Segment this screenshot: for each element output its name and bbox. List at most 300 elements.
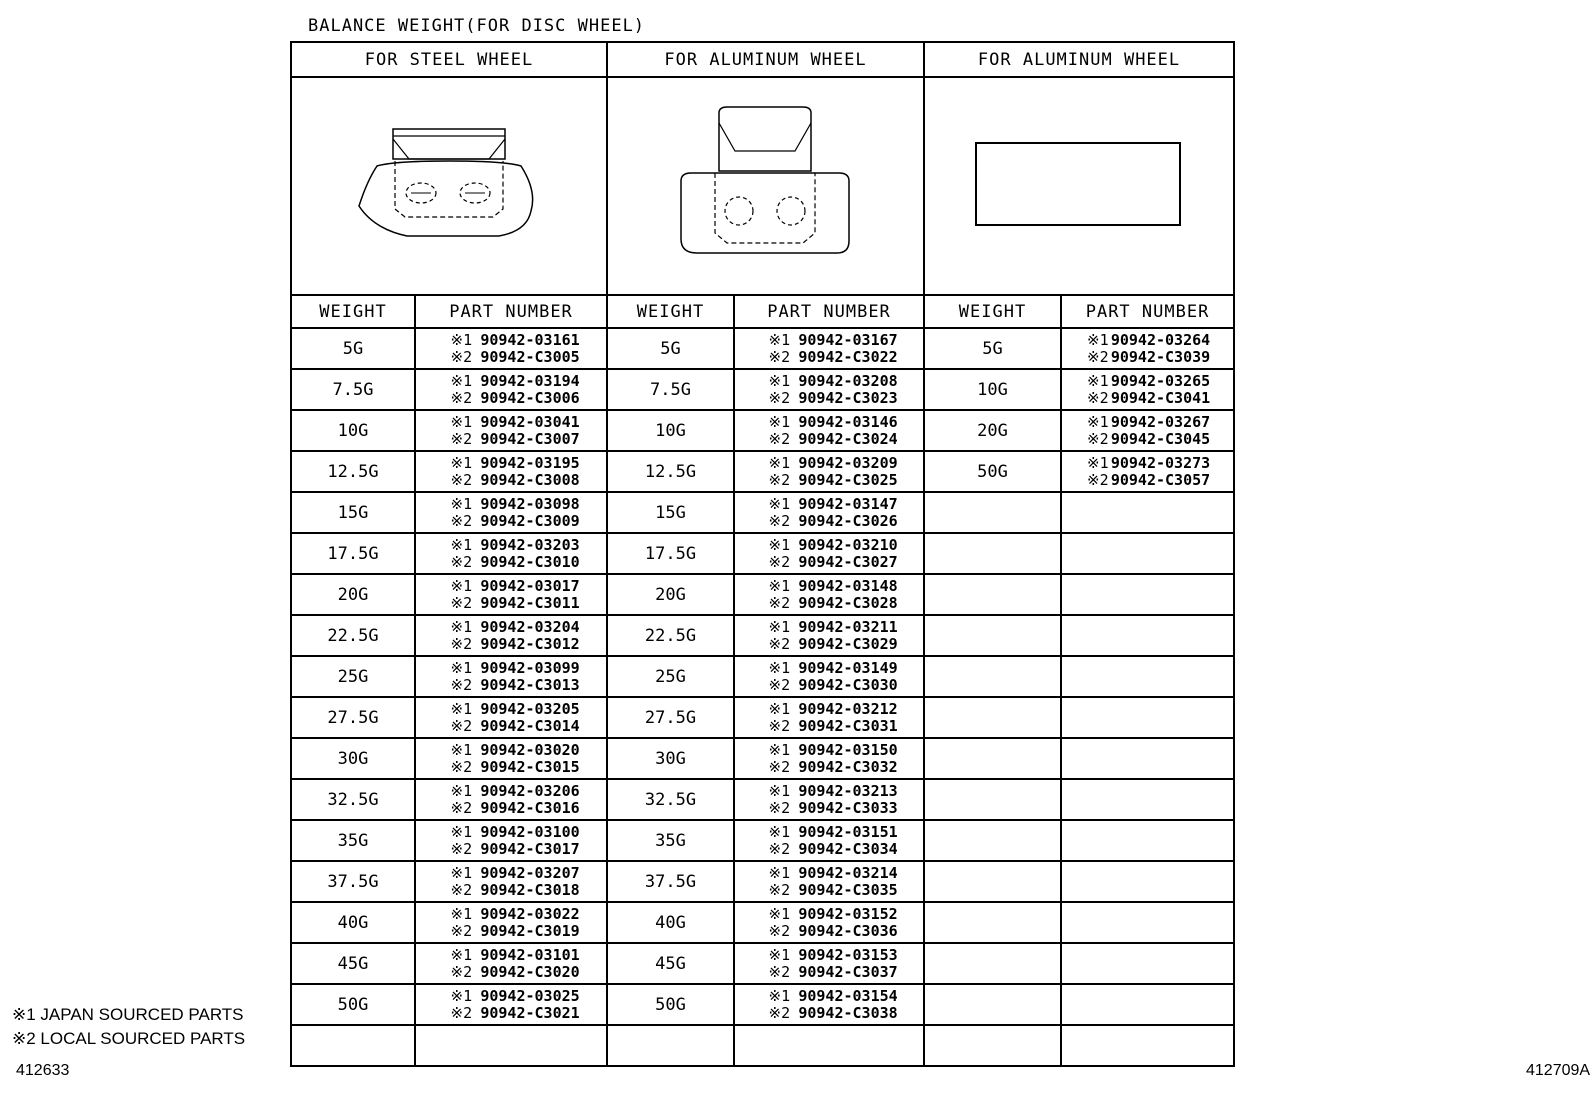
part-number-cell — [1061, 656, 1234, 697]
part-number-cell — [1061, 451, 1234, 492]
source-mark: ※1 — [450, 822, 473, 841]
part-number: 90942-03151 — [798, 822, 898, 841]
part-number-cell — [415, 984, 607, 1025]
part-line — [416, 742, 606, 759]
weight-cell — [924, 943, 1061, 984]
source-mark: ※2 — [450, 880, 473, 899]
source-mark: ※2 — [450, 921, 473, 940]
source-mark: ※1 — [450, 617, 473, 636]
weight-cell — [607, 1025, 734, 1066]
part-line — [416, 537, 606, 554]
part-number: 90942-03020 — [480, 740, 580, 759]
source-mark: ※2 — [450, 470, 473, 489]
table-row — [291, 943, 1234, 984]
source-mark: ※1 — [768, 781, 791, 800]
part-line — [735, 800, 923, 817]
part-number-cell — [415, 369, 607, 410]
part-number-cell — [1061, 861, 1234, 902]
source-mark: ※1 — [450, 412, 473, 431]
weight-cell — [924, 902, 1061, 943]
part-number-cell — [415, 328, 607, 369]
part-line — [416, 923, 606, 940]
source-mark: ※1 — [450, 658, 473, 677]
weight-cell: 25G — [607, 656, 734, 697]
part-line — [416, 718, 606, 735]
part-line — [735, 742, 923, 759]
part-line — [1062, 414, 1233, 431]
weight-cell: 50G — [607, 984, 734, 1025]
source-mark: ※1 — [768, 371, 791, 390]
group-header-aluminum-2: FOR ALUMINUM WHEEL — [924, 42, 1234, 77]
weight-cell: 22.5G — [607, 615, 734, 656]
weight-col-header: WEIGHT — [291, 295, 415, 328]
part-number: 90942-03194 — [480, 371, 580, 390]
clip-on-weight-drawing-steel — [349, 121, 549, 251]
part-line — [735, 841, 923, 858]
part-number: 90942-C3012 — [480, 634, 580, 653]
source-mark: ※1 — [450, 781, 473, 800]
part-number-cell — [734, 943, 924, 984]
source-mark: ※1 — [768, 535, 791, 554]
part-line — [735, 431, 923, 448]
table-row — [291, 492, 1234, 533]
illustration-code-left: 412633 — [16, 1062, 70, 1079]
part-number-cell — [1061, 533, 1234, 574]
source-mark: ※2 — [450, 962, 473, 981]
table-row — [291, 902, 1234, 943]
part-line — [735, 472, 923, 489]
part-number-cell — [734, 533, 924, 574]
part-line — [416, 554, 606, 571]
part-number-cell — [415, 656, 607, 697]
part-number-cell — [1061, 369, 1234, 410]
part-line — [735, 496, 923, 513]
part-number: 90942-03152 — [798, 904, 898, 923]
part-number: 90942-C3010 — [480, 552, 580, 571]
part-number: 90942-C3026 — [798, 511, 898, 530]
legend-japan: ※1 JAPAN SOURCED PARTS — [12, 1005, 244, 1024]
source-mark: ※2 — [768, 757, 791, 776]
part-number: 90942-C3027 — [798, 552, 898, 571]
source-mark: ※1 — [768, 617, 791, 636]
part-number-cell — [734, 984, 924, 1025]
part-line — [735, 513, 923, 530]
table-row — [291, 574, 1234, 615]
source-mark: ※1 — [450, 494, 473, 513]
source-mark: ※1 — [768, 453, 791, 472]
part-number: 90942-C3021 — [480, 1003, 580, 1022]
part-number: 90942-03150 — [798, 740, 898, 759]
part-line — [735, 923, 923, 940]
part-number: 90942-C3020 — [480, 962, 580, 981]
weight-cell — [924, 984, 1061, 1025]
part-number: 90942-03022 — [480, 904, 580, 923]
part-line — [735, 373, 923, 390]
part-number-cell — [734, 574, 924, 615]
part-line — [416, 496, 606, 513]
part-number: 90942-C3033 — [798, 798, 898, 817]
part-number: 90942-03153 — [798, 945, 898, 964]
part-number: 90942-C3014 — [480, 716, 580, 735]
part-number: 90942-C3057 — [1110, 470, 1211, 489]
part-number: 90942-C3015 — [480, 757, 580, 776]
part-number: 90942-03098 — [480, 494, 580, 513]
part-number-cell — [1061, 984, 1234, 1025]
weight-cell: 20G — [291, 574, 415, 615]
weight-cell: 32.5G — [291, 779, 415, 820]
steel-wheel-weight-illustration — [291, 77, 607, 295]
source-mark: ※1 — [450, 453, 473, 472]
source-mark: ※1 — [450, 863, 473, 882]
part-number: 90942-03101 — [480, 945, 580, 964]
part-number-cell — [1061, 410, 1234, 451]
source-mark: ※2 — [768, 798, 791, 817]
source-mark: ※1 — [768, 904, 791, 923]
legend-local: ※2 LOCAL SOURCED PARTS — [12, 1029, 246, 1048]
table-row — [291, 738, 1234, 779]
weight-cell: 37.5G — [291, 861, 415, 902]
part-line — [735, 595, 923, 612]
source-mark: ※1 — [450, 576, 473, 595]
weight-cell — [924, 738, 1061, 779]
source-mark: ※1 — [768, 740, 791, 759]
part-line — [735, 578, 923, 595]
source-mark: ※2 — [450, 429, 473, 448]
source-mark: ※2 — [1087, 470, 1109, 489]
part-number: 90942-03154 — [798, 986, 898, 1005]
part-line — [416, 841, 606, 858]
source-mark: ※1 — [450, 740, 473, 759]
part-line — [416, 595, 606, 612]
weight-cell: 12.5G — [607, 451, 734, 492]
source-mark: ※2 — [450, 593, 473, 612]
source-mark: ※2 — [450, 798, 473, 817]
part-number-cell — [1061, 574, 1234, 615]
part-line — [735, 783, 923, 800]
weight-cell: 5G — [291, 328, 415, 369]
part-number: 90942-C3016 — [480, 798, 580, 817]
part-number-cell — [734, 328, 924, 369]
source-mark: ※1 — [450, 904, 473, 923]
part-line — [416, 947, 606, 964]
part-number-cell — [734, 369, 924, 410]
part-number: 90942-C3024 — [798, 429, 898, 448]
weight-cell: 45G — [291, 943, 415, 984]
weight-cell: 50G — [924, 451, 1061, 492]
part-line — [735, 1005, 923, 1022]
part-number: 90942-03149 — [798, 658, 898, 677]
table-row — [291, 656, 1234, 697]
part-number: 90942-03195 — [480, 453, 580, 472]
weight-cell: 40G — [607, 902, 734, 943]
source-mark: ※1 — [450, 945, 473, 964]
part-number-cell — [1061, 738, 1234, 779]
part-number: 90942-C3005 — [480, 347, 580, 366]
source-mark: ※2 — [768, 1003, 791, 1022]
part-number: 90942-C3006 — [480, 388, 580, 407]
table-row — [291, 451, 1234, 492]
part-number: 90942-03210 — [798, 535, 898, 554]
part-number: 90942-03204 — [480, 617, 580, 636]
source-mark: ※2 — [768, 470, 791, 489]
part-number: 90942-C3045 — [1110, 429, 1211, 448]
part-number: 90942-C3011 — [480, 593, 580, 612]
weight-cell: 30G — [607, 738, 734, 779]
part-line — [416, 759, 606, 776]
adhesive-weight-illustration — [924, 77, 1234, 295]
source-mark: ※1 — [450, 535, 473, 554]
part-line — [416, 882, 606, 899]
part-number: 90942-03207 — [480, 863, 580, 882]
source-mark: ※1 — [768, 986, 791, 1005]
part-line — [735, 455, 923, 472]
illustration-code-right: 412709A — [1526, 1062, 1591, 1079]
part-number: 90942-03213 — [798, 781, 898, 800]
part-number-cell — [734, 656, 924, 697]
part-number-col-header: PART NUMBER — [415, 295, 607, 328]
part-line — [735, 964, 923, 981]
part-line — [416, 906, 606, 923]
part-number-cell — [415, 1025, 607, 1066]
weight-cell — [291, 1025, 415, 1066]
part-line — [735, 759, 923, 776]
weight-cell — [924, 779, 1061, 820]
source-mark: ※1 — [1087, 330, 1109, 349]
group-header-aluminum-1: FOR ALUMINUM WHEEL — [607, 42, 924, 77]
weight-cell: 37.5G — [607, 861, 734, 902]
part-number: 90942-C3028 — [798, 593, 898, 612]
part-number: 90942-03147 — [798, 494, 898, 513]
part-line — [735, 619, 923, 636]
part-number: 90942-C3031 — [798, 716, 898, 735]
weight-cell — [924, 574, 1061, 615]
source-mark: ※2 — [1087, 347, 1109, 366]
part-line — [416, 988, 606, 1005]
table-row — [291, 1025, 1234, 1066]
part-number: 90942-C3035 — [798, 880, 898, 899]
part-line — [416, 677, 606, 694]
part-line — [416, 431, 606, 448]
part-number-cell — [734, 861, 924, 902]
weight-cell: 32.5G — [607, 779, 734, 820]
part-number: 90942-03017 — [480, 576, 580, 595]
part-line — [416, 964, 606, 981]
table-row — [291, 820, 1234, 861]
part-number: 90942-03212 — [798, 699, 898, 718]
source-mark: ※2 — [450, 716, 473, 735]
source-mark: ※2 — [768, 388, 791, 407]
weight-cell: 7.5G — [291, 369, 415, 410]
part-number: 90942-03209 — [798, 453, 898, 472]
weight-cell: 27.5G — [607, 697, 734, 738]
weight-cell: 35G — [291, 820, 415, 861]
part-number: 90942-03161 — [480, 330, 580, 349]
table-row — [291, 369, 1234, 410]
weight-cell — [924, 1025, 1061, 1066]
balance-weight-table — [290, 41, 1235, 1067]
part-number-cell — [415, 410, 607, 451]
part-line — [735, 636, 923, 653]
part-number-cell — [415, 697, 607, 738]
part-line — [735, 349, 923, 366]
weight-cell: 12.5G — [291, 451, 415, 492]
weight-cell: 20G — [924, 410, 1061, 451]
part-line — [416, 373, 606, 390]
table-row — [291, 697, 1234, 738]
part-number-cell — [734, 820, 924, 861]
weight-col-header: WEIGHT — [607, 295, 734, 328]
weight-cell: 15G — [291, 492, 415, 533]
source-mark: ※2 — [768, 716, 791, 735]
part-number: 90942-C3032 — [798, 757, 898, 776]
part-number: 90942-C3023 — [798, 388, 898, 407]
part-line — [416, 800, 606, 817]
part-line — [416, 472, 606, 489]
part-line — [735, 882, 923, 899]
source-mark: ※2 — [768, 675, 791, 694]
weight-cell: 5G — [607, 328, 734, 369]
source-mark: ※1 — [768, 412, 791, 431]
source-mark: ※2 — [450, 839, 473, 858]
part-number: 90942-03214 — [798, 863, 898, 882]
source-mark: ※2 — [450, 388, 473, 407]
part-line — [416, 349, 606, 366]
part-line — [735, 906, 923, 923]
part-number: 90942-C3009 — [480, 511, 580, 530]
part-line — [735, 537, 923, 554]
part-number: 90942-C3025 — [798, 470, 898, 489]
part-line — [416, 824, 606, 841]
part-line — [416, 1005, 606, 1022]
source-mark: ※2 — [450, 511, 473, 530]
part-number: 90942-C3022 — [798, 347, 898, 366]
source-mark: ※2 — [450, 675, 473, 694]
part-line — [735, 554, 923, 571]
part-line — [735, 865, 923, 882]
part-line — [416, 390, 606, 407]
weight-cell: 10G — [924, 369, 1061, 410]
part-number-cell — [734, 410, 924, 451]
source-mark: ※1 — [450, 986, 473, 1005]
part-line — [416, 660, 606, 677]
part-number-cell — [415, 492, 607, 533]
part-number: 90942-03203 — [480, 535, 580, 554]
part-number: 90942-03100 — [480, 822, 580, 841]
part-line — [416, 636, 606, 653]
weight-cell: 15G — [607, 492, 734, 533]
part-number: 90942-03267 — [1110, 412, 1211, 431]
part-number: 90942-03041 — [480, 412, 580, 431]
part-number: 90942-C3008 — [480, 470, 580, 489]
weight-cell: 10G — [291, 410, 415, 451]
adhesive-weight-drawing — [974, 141, 1184, 231]
part-number-cell — [734, 1025, 924, 1066]
weight-cell — [924, 697, 1061, 738]
weight-cell: 17.5G — [291, 533, 415, 574]
part-number-cell — [1061, 1025, 1234, 1066]
source-mark: ※1 — [768, 658, 791, 677]
page-title: BALANCE WEIGHT(FOR DISC WHEEL) — [308, 16, 646, 36]
part-number: 90942-03211 — [798, 617, 898, 636]
weight-cell: 35G — [607, 820, 734, 861]
source-mark: ※1 — [768, 330, 791, 349]
source-mark: ※2 — [1087, 388, 1109, 407]
part-rows — [291, 328, 1234, 1066]
source-mark: ※2 — [768, 511, 791, 530]
source-mark: ※2 — [768, 962, 791, 981]
part-line — [416, 619, 606, 636]
part-number: 90942-C3019 — [480, 921, 580, 940]
part-line — [416, 414, 606, 431]
part-number-cell — [734, 697, 924, 738]
part-number: 90942-03205 — [480, 699, 580, 718]
source-mark: ※2 — [450, 552, 473, 571]
part-line — [1062, 431, 1233, 448]
source-mark: ※2 — [768, 347, 791, 366]
source-mark: ※1 — [768, 822, 791, 841]
part-number-cell — [415, 902, 607, 943]
part-line — [735, 414, 923, 431]
part-number: 90942-03273 — [1110, 453, 1211, 472]
part-number-cell — [1061, 779, 1234, 820]
source-mark: ※2 — [768, 839, 791, 858]
part-number-cell — [734, 738, 924, 779]
weight-cell — [924, 656, 1061, 697]
table-row — [291, 984, 1234, 1025]
part-line — [416, 865, 606, 882]
source-mark: ※1 — [768, 576, 791, 595]
weight-cell: 45G — [607, 943, 734, 984]
part-number-cell — [1061, 615, 1234, 656]
part-number: 90942-C3013 — [480, 675, 580, 694]
part-line — [416, 578, 606, 595]
part-line — [416, 513, 606, 530]
part-line — [416, 701, 606, 718]
weight-cell — [924, 533, 1061, 574]
part-number-cell — [1061, 943, 1234, 984]
source-mark: ※2 — [768, 552, 791, 571]
part-line — [735, 824, 923, 841]
weight-cell: 10G — [607, 410, 734, 451]
weight-cell: 27.5G — [291, 697, 415, 738]
part-number: 90942-03265 — [1110, 371, 1211, 390]
aluminum-wheel-weight-illustration — [607, 77, 924, 295]
source-mark: ※1 — [450, 699, 473, 718]
part-line — [735, 947, 923, 964]
weight-cell: 30G — [291, 738, 415, 779]
part-number: 90942-C3017 — [480, 839, 580, 858]
table-row — [291, 861, 1234, 902]
table-row — [291, 533, 1234, 574]
part-number-cell — [1061, 902, 1234, 943]
source-mark: ※2 — [768, 429, 791, 448]
weight-cell — [924, 820, 1061, 861]
part-number-cell — [734, 615, 924, 656]
weight-cell — [924, 861, 1061, 902]
part-line — [1062, 349, 1233, 366]
clip-on-weight-drawing-aluminum — [671, 101, 861, 271]
part-number-cell — [734, 902, 924, 943]
part-number: 90942-C3036 — [798, 921, 898, 940]
weight-cell — [924, 615, 1061, 656]
weight-cell: 17.5G — [607, 533, 734, 574]
part-number-cell — [415, 820, 607, 861]
part-number: 90942-03167 — [798, 330, 898, 349]
part-number: 90942-C3029 — [798, 634, 898, 653]
table-row — [291, 779, 1234, 820]
part-number: 90942-03148 — [798, 576, 898, 595]
part-number-cell — [734, 451, 924, 492]
